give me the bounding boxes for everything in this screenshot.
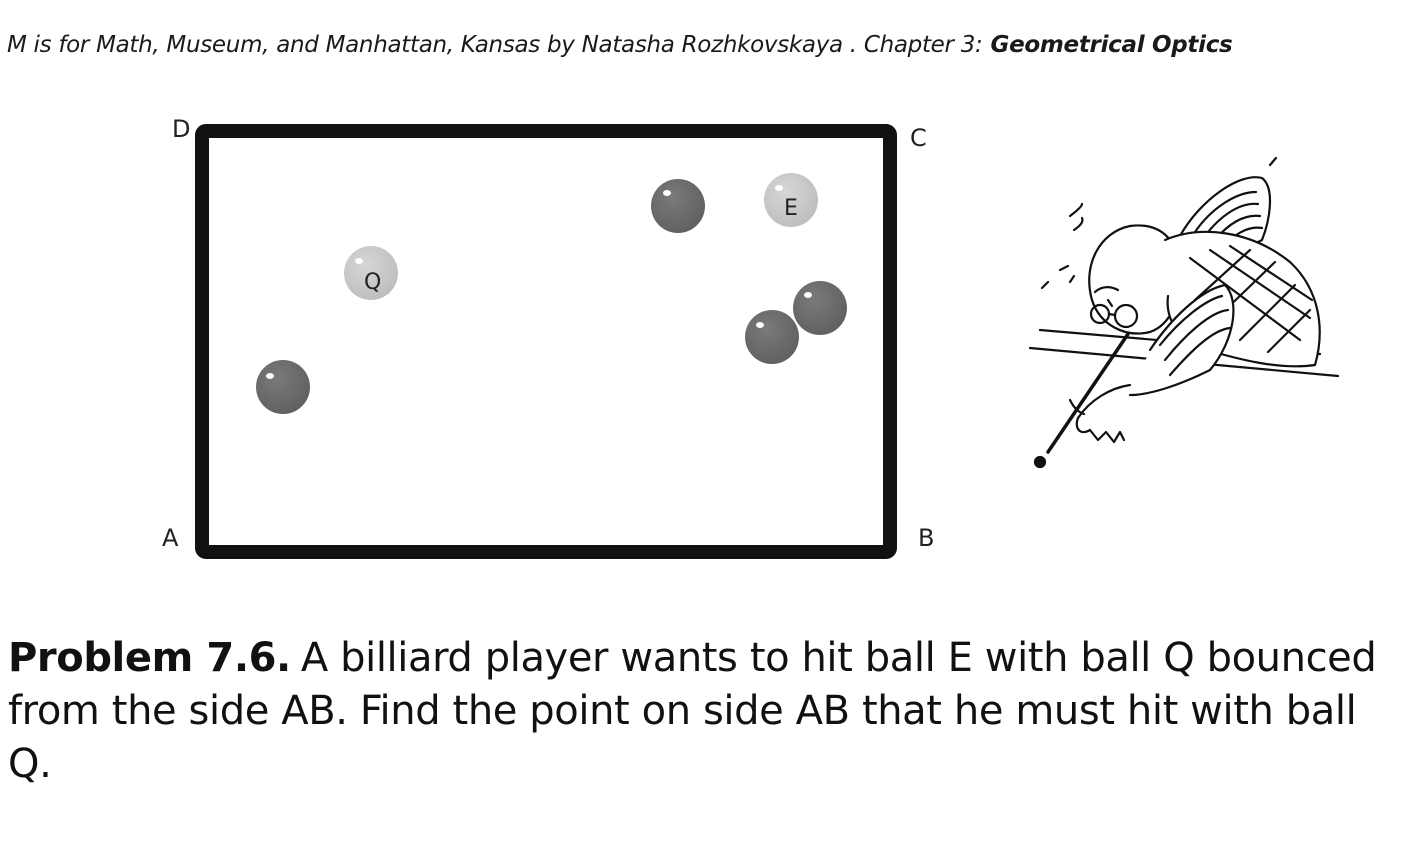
corner-label-d: D: [172, 115, 191, 143]
dark-ball: [256, 360, 310, 414]
book-citation: M is for Math, Museum, and Manhattan, Kansas by Natasha Rozhkovskaya . Chapter 3:: [7, 32, 983, 58]
ball-e-label: E: [784, 196, 798, 221]
dark-ball: [793, 281, 847, 335]
corner-label-b: B: [918, 524, 935, 552]
dark-ball: [745, 310, 799, 364]
problem-statement: [8, 632, 1408, 791]
chapter-title: Geometrical Optics: [990, 32, 1233, 58]
corner-label-c: C: [910, 124, 927, 152]
billiard-player-illustration: [1030, 158, 1338, 467]
ball-q: [344, 246, 398, 300]
problem-number: Problem 7.6.: [8, 635, 291, 681]
ball-q-label: Q: [364, 270, 382, 295]
problem-text: A billiard player wants to hit ball E with ball Q bounced from the side AB. Find the point on side AB that he must hit with ball Q.: [8, 635, 1377, 787]
dark-ball: [651, 179, 705, 233]
ball-e: [764, 173, 818, 227]
corner-label-a: A: [162, 524, 179, 552]
